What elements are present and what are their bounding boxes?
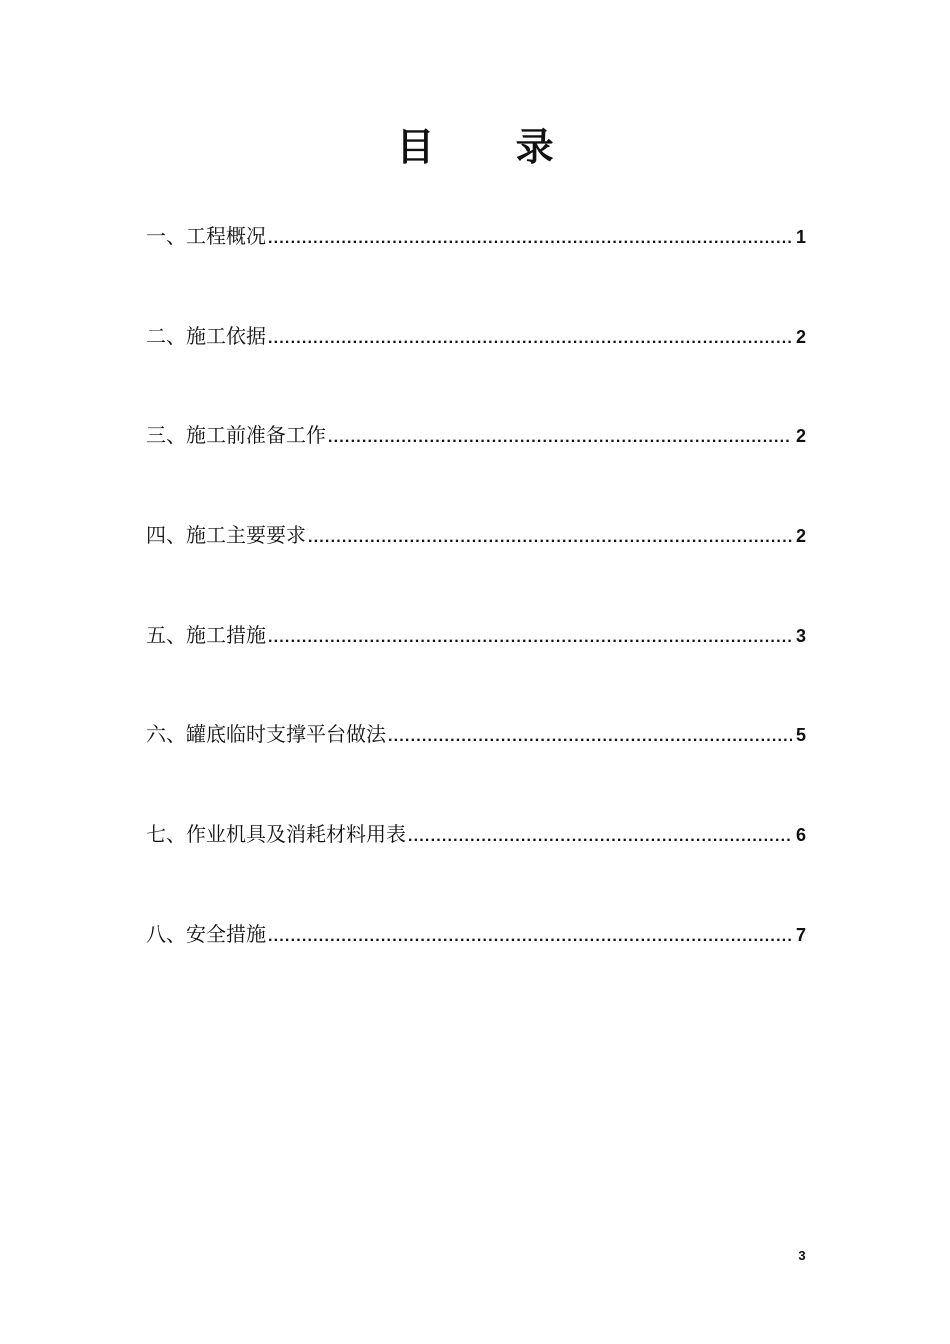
toc-entry-page: 5 (795, 725, 806, 746)
toc-entry-label: 四、施工主要要求 (146, 523, 306, 548)
toc-entry-6[interactable] (146, 712, 806, 812)
toc-entry-label: 八、安全措施 (146, 921, 266, 946)
page-number: 3 (798, 1248, 806, 1263)
toc-entry-page: 3 (795, 625, 806, 646)
toc-entry-3[interactable] (146, 413, 806, 513)
toc-entry-4[interactable] (146, 513, 806, 613)
toc-entry-page: 7 (795, 924, 806, 945)
toc-leader-dots (308, 516, 792, 560)
toc-entry-label: 一、工程概况 (146, 224, 266, 248)
toc-entry-label: 三、施工前准备工作 (146, 423, 326, 448)
toc-leader-dots (328, 416, 792, 460)
toc-leader-dots (268, 217, 792, 261)
toc-entry-label: 七、作业机具及消耗材料用表 (146, 822, 406, 847)
toc-entry-page: 6 (795, 825, 806, 846)
toc-entry-5[interactable] (146, 613, 806, 713)
toc-entry-1[interactable] (146, 214, 806, 314)
toc-entry-label: 五、施工措施 (146, 622, 266, 647)
toc-leader-dots (268, 317, 792, 361)
toc-leader-dots (388, 715, 792, 759)
toc-entry-page: 2 (795, 526, 806, 547)
toc-entry-page: 2 (795, 426, 806, 447)
page-title: 目 录 (396, 124, 588, 170)
toc-entry-label: 二、施工依据 (146, 323, 266, 348)
toc-entry-page: 2 (795, 326, 806, 347)
toc-leader-dots (268, 616, 792, 660)
toc-entry-7[interactable] (146, 812, 806, 912)
toc-leader-dots (268, 915, 792, 959)
toc-entry-8[interactable] (146, 912, 806, 1012)
toc-leader-dots (408, 815, 792, 859)
toc-entry-page: 1 (795, 227, 806, 247)
toc-entry-label: 六、罐底临时支撑平台做法 (146, 722, 386, 747)
table-of-contents (146, 214, 806, 1012)
toc-entry-2[interactable] (146, 314, 806, 414)
